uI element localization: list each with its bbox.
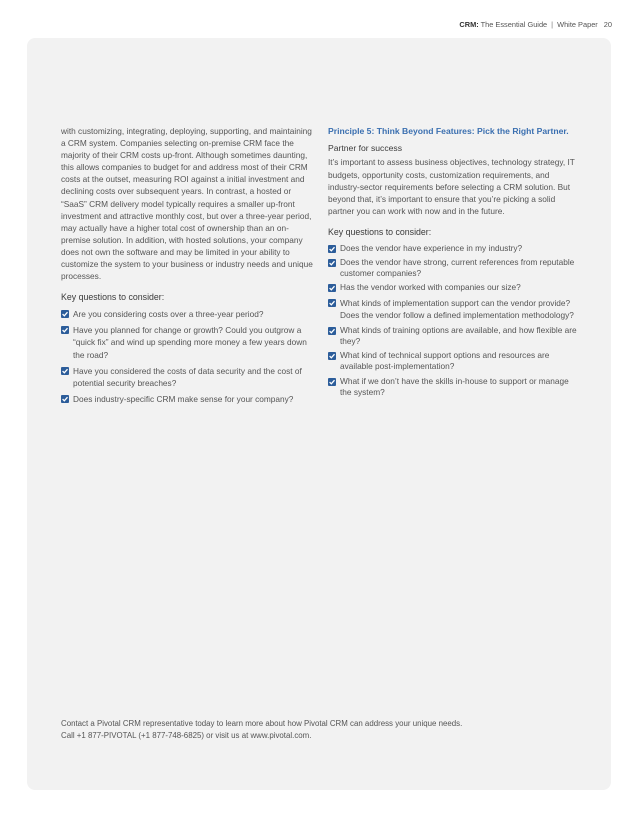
list-item [328, 350, 578, 372]
question-text: Are you considering costs over a three-year period? [73, 309, 264, 320]
header-separator: | [551, 20, 554, 29]
list-item [328, 243, 578, 254]
checkbox-checked-icon [328, 327, 336, 335]
right-body-paragraph: It’s important to assess business objectives, technology strategy, IT budgets, opportunity costs, customization requirements, and industry-sector requirements before selecting a CRM solution. But beyond that, it’s important to ensure that you’re picking a solid partner you can work with now and in the future. [328, 157, 575, 216]
contact-call-line[interactable]: Call +1 877-PIVOTAL (+1 877-748-6825) or visit us at www.pivotal.com. [61, 730, 312, 740]
question-text: Does the vendor have experience in my industry? [340, 242, 523, 253]
checkbox-checked-icon [328, 245, 336, 253]
checkbox-checked-icon [61, 367, 69, 375]
left-intro-paragraph: with customizing, integrating, deploying, supporting, and maintaining a CRM system. Companies selecting on-premise CRM face the majority of their CRM costs up-front. Although sometimes daunting, this allows companies to budget for and address most of their CRM costs at the outset, measuring ROI against a initial investment and declining costs over subsequent years. In contrast, a hosted or “SaaS” CRM delivery model typically requires a smaller up-front investment and attractive monthly cost, but over a three-year period, may actually have a higher total cost of ownership than an on-premise solution. In addition, with hosted solutions, your company does not own the software and may be limited in your ability to customize the system to your business or industry needs and unique processes. [61, 126, 313, 282]
contact-footer [61, 718, 581, 741]
subheading: Partner for success [328, 143, 403, 154]
principle-title: Principle 5: Think Beyond Features: Pick the Right Partner. [328, 126, 569, 136]
list-item [61, 365, 313, 389]
question-text: What kind of technical support options and resources are available post-implementation? [340, 350, 550, 372]
right-questions-list [328, 243, 578, 398]
list-item [328, 282, 578, 293]
checkbox-checked-icon [61, 395, 69, 403]
question-text: Does industry-specific CRM make sense for your company? [73, 393, 294, 404]
checkbox-checked-icon [328, 259, 336, 267]
question-text: Has the vendor worked with companies our size? [340, 282, 521, 293]
list-item [328, 325, 578, 347]
list-item [61, 324, 313, 360]
left-questions-list [61, 308, 313, 405]
checkbox-checked-icon [328, 378, 336, 386]
list-item [328, 376, 578, 398]
checkbox-checked-icon [328, 284, 336, 292]
checkbox-checked-icon [61, 310, 69, 318]
right-questions-heading: Key questions to consider: [328, 226, 432, 237]
question-text: What kinds of training options are available, and how flexible are they? [340, 324, 577, 347]
left-questions-heading: Key questions to consider: [61, 292, 165, 303]
header-guide-title: The Essential Guide [480, 20, 548, 29]
question-text: Does the vendor have strong, current references from reputable customer companies? [340, 257, 575, 279]
right-column [328, 125, 578, 401]
question-text: What if we don’t have the skills in-house to support or manage the system? [340, 375, 569, 397]
list-item [328, 257, 578, 279]
question-text: Have you planned for change or growth? Could you outgrow a “quick fix” and wind up spending more money a few years down the road? [73, 325, 307, 360]
page-number: 20 [603, 20, 612, 29]
left-column [61, 125, 313, 409]
list-item [61, 393, 313, 405]
checkbox-checked-icon [328, 299, 336, 307]
page-header [459, 20, 612, 29]
question-text: What kinds of implementation support can the vendor provide? Does the vendor follow a defined implementation methodology? [340, 297, 574, 321]
checkbox-checked-icon [61, 326, 69, 334]
checkbox-checked-icon [328, 352, 336, 360]
list-item [61, 308, 313, 320]
header-doc-type: White Paper [557, 20, 598, 29]
list-item [328, 297, 578, 322]
question-text: Have you considered the costs of data security and the cost of potential security breaches? [73, 365, 302, 388]
header-brand: CRM: [459, 20, 479, 29]
contact-line: Contact a Pivotal CRM representative today to learn more about how Pivotal CRM can address your unique needs. [61, 719, 463, 728]
